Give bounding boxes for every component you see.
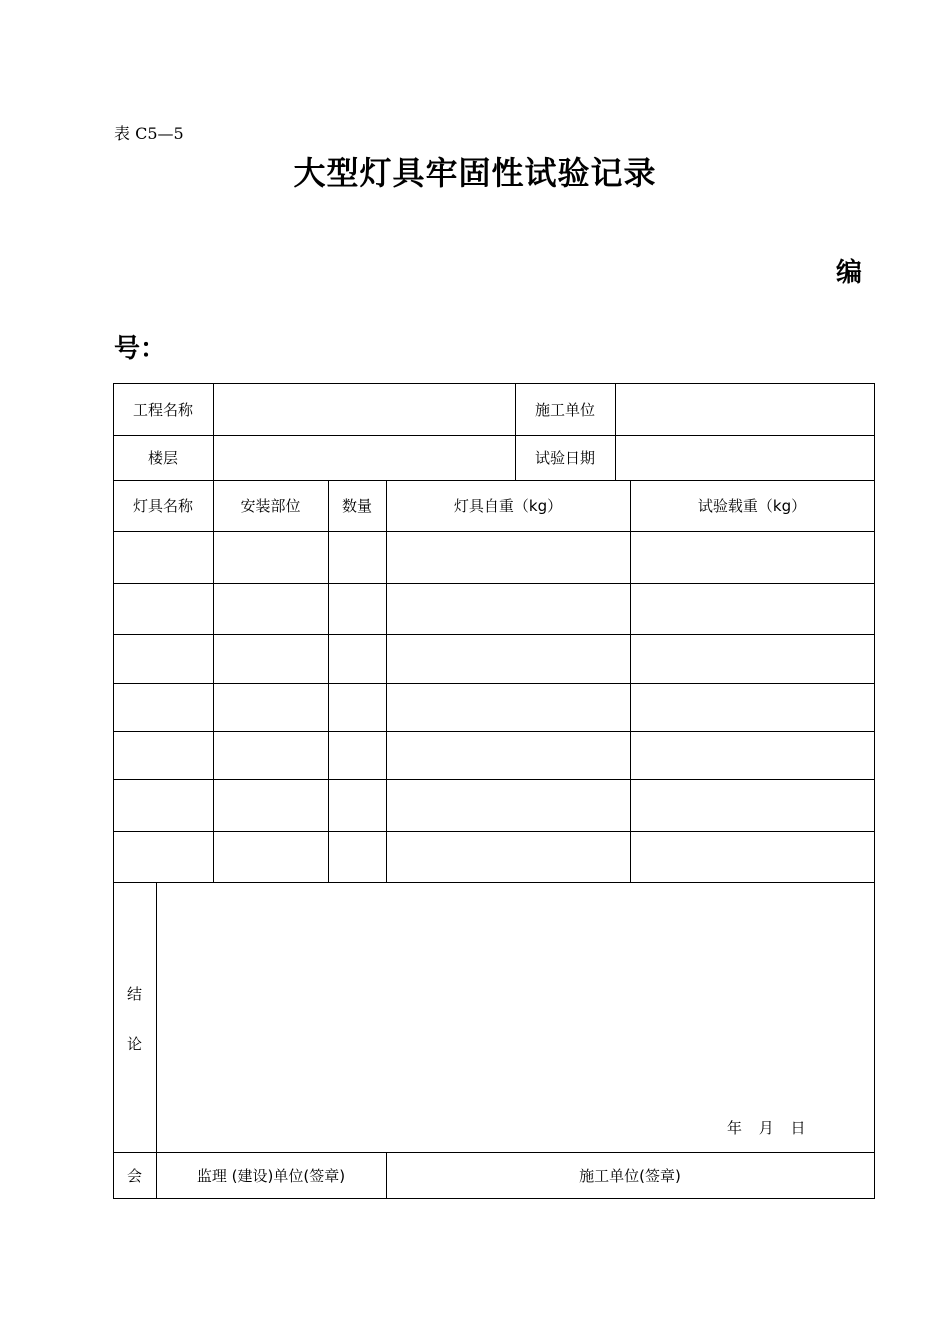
table-row[interactable] bbox=[113, 531, 874, 583]
floor-label: 楼层 bbox=[147, 449, 178, 467]
table-row[interactable] bbox=[113, 634, 874, 683]
construction-unit-label: 施工单位 bbox=[534, 400, 595, 419]
form-code: 表 C5—5 bbox=[114, 124, 184, 143]
conclusion-label-char2: 论 bbox=[126, 1034, 142, 1053]
table-row[interactable] bbox=[113, 779, 874, 831]
table-row[interactable] bbox=[113, 831, 874, 882]
number-label-part1: 编 bbox=[836, 258, 863, 288]
col-header-quantity: 数量 bbox=[341, 497, 372, 515]
col-header-lamp-name: 灯具名称 bbox=[132, 497, 193, 515]
conclusion-text-area[interactable] bbox=[157, 883, 874, 1152]
construction-unit-value[interactable] bbox=[616, 383, 874, 435]
test-date-label: 试验日期 bbox=[534, 449, 595, 467]
page-title: 大型灯具牢固性试验记录 bbox=[293, 154, 657, 192]
table-row[interactable] bbox=[113, 683, 874, 731]
col-header-test-load: 试验载重（kg） bbox=[697, 497, 807, 515]
project-name-label: 工程名称 bbox=[132, 400, 193, 419]
conclusion-label-char1: 结 bbox=[126, 984, 142, 1003]
table-row[interactable] bbox=[113, 583, 874, 634]
number-label-part2: 号： bbox=[114, 334, 167, 364]
contractor-signature-label: 施工单位(签章) bbox=[579, 1166, 681, 1185]
table-border-bottom bbox=[113, 1198, 875, 1199]
project-name-value[interactable] bbox=[214, 383, 515, 435]
supervisor-signature-label: 监理 (建设)单位(签章) bbox=[196, 1166, 346, 1185]
floor-value[interactable] bbox=[214, 435, 515, 480]
table-border-right bbox=[874, 383, 875, 1199]
col-header-install-location: 安装部位 bbox=[240, 497, 301, 515]
signature-row-label: 会 bbox=[126, 1166, 142, 1185]
col-header-lamp-weight: 灯具自重（kg） bbox=[453, 497, 563, 515]
conclusion-date: 年 月 日 bbox=[727, 1119, 806, 1137]
test-date-value[interactable] bbox=[616, 435, 874, 480]
table-row[interactable] bbox=[113, 731, 874, 779]
